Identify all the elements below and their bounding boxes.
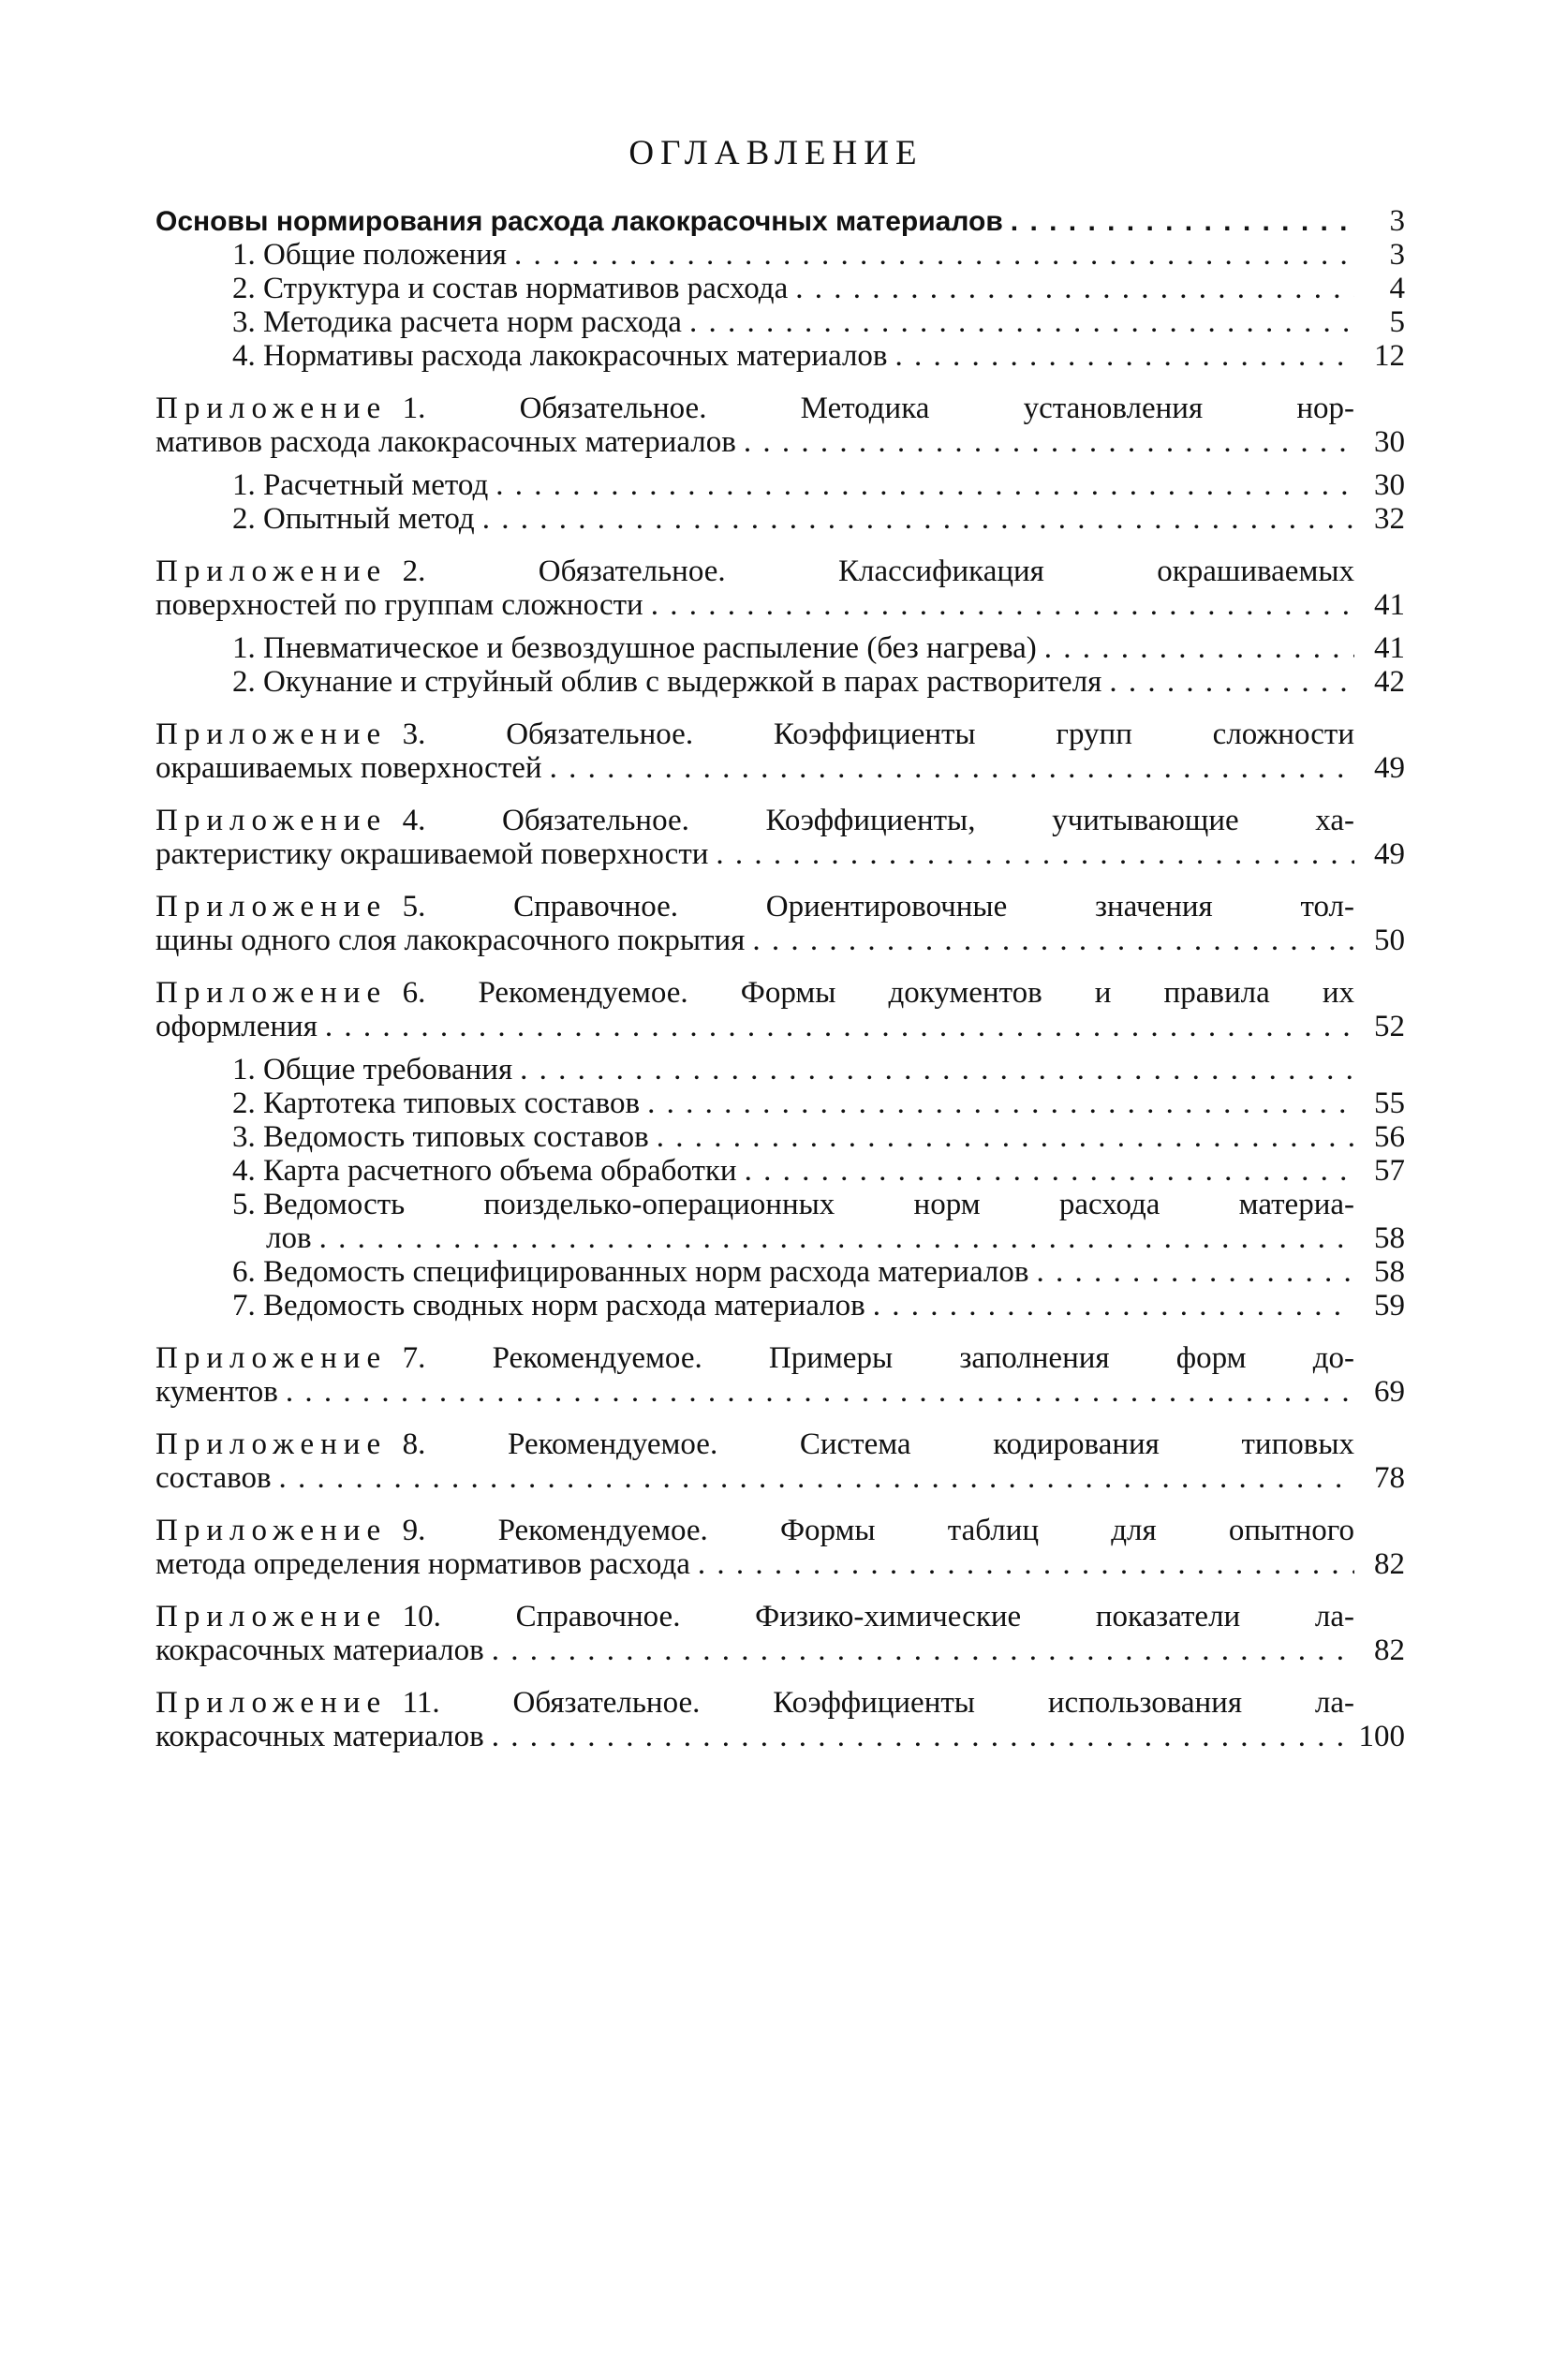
toc-appendix-subitems xyxy=(155,468,1405,536)
toc-appendix-entry xyxy=(155,1427,1405,1495)
toc-entry-text: рактеристику окрашиваемой поверхности xyxy=(155,837,709,871)
toc-entry-text: 9. Рекомендуемое. Формы таблиц для опытного xyxy=(402,1514,1354,1547)
toc-entry-text: Основы нормирования расхода лакокрасочных материалов xyxy=(155,206,1003,237)
toc-subitem-number: 7. xyxy=(232,1289,256,1323)
toc-page-number: 52 xyxy=(1374,1010,1405,1043)
toc-subitem-text: Ведомость сводных норм расхода материалов xyxy=(263,1289,865,1323)
toc-entry-line xyxy=(155,1341,1405,1375)
toc-entry-line xyxy=(155,1686,1405,1720)
toc-entry-line xyxy=(155,1427,1405,1461)
toc-subitem-text: Общие требования xyxy=(263,1053,513,1087)
leader-dots xyxy=(649,1120,1354,1154)
toc-subitem-text: Нормативы расхода лакокрасочных материалов xyxy=(263,339,888,373)
appendix-label: Приложение xyxy=(155,890,388,924)
toc-subitem xyxy=(155,502,1405,536)
leader-dots xyxy=(272,1461,1354,1495)
toc-page-number: 49 xyxy=(1374,837,1405,871)
toc-entry-text: составов xyxy=(155,1461,272,1495)
space xyxy=(387,976,403,1010)
toc-entry-text: мативов расхода лакокрасочных материалов xyxy=(155,425,736,459)
toc-entry-text: поверхностей по группам сложности xyxy=(155,588,643,622)
appendix-label: Приложение xyxy=(155,554,388,588)
toc-entry-line xyxy=(155,1514,1405,1547)
toc-subitem xyxy=(155,631,1405,665)
toc-main-subitems xyxy=(155,238,1405,373)
spacer xyxy=(155,785,1405,804)
toc-appendix-entry xyxy=(155,1686,1405,1753)
space xyxy=(256,1087,263,1120)
leader-dots xyxy=(640,1087,1354,1120)
toc-subitem xyxy=(155,1255,1405,1289)
toc-subitem xyxy=(155,1188,1405,1221)
toc-entry-line xyxy=(155,717,1405,751)
toc-appendix-entry xyxy=(155,554,1405,622)
toc-entry-line xyxy=(155,1633,1405,1667)
toc-subitem-text: Расчетный метод xyxy=(263,468,489,502)
leader-dots xyxy=(488,468,1354,502)
toc-subitem-number: 6. xyxy=(232,1255,256,1289)
toc-subitem-text: Картотека типовых составов xyxy=(263,1087,641,1120)
toc-appendix-entry xyxy=(155,804,1405,871)
toc-entry-text: окрашиваемых поверхностей xyxy=(155,751,542,785)
spacer xyxy=(155,1043,1405,1053)
leader-dots xyxy=(865,1289,1354,1323)
toc-entry-text: кокрасочных материалов xyxy=(155,1633,484,1667)
toc-appendix-subitems xyxy=(155,631,1405,699)
toc-subitem xyxy=(155,272,1405,305)
toc-entry-line xyxy=(155,1461,1405,1495)
appendix-label: Приложение xyxy=(155,976,388,1010)
toc-entry-text: 11. Обязательное. Коэффициенты использования ла- xyxy=(402,1686,1354,1720)
toc-entry-text: кументов xyxy=(155,1375,278,1409)
toc-subitem-number: 2. xyxy=(232,502,256,536)
leader-dots xyxy=(484,1720,1354,1753)
leader-dots xyxy=(1028,1255,1354,1289)
toc-entry-line xyxy=(155,588,1405,622)
leader-dots xyxy=(312,1221,1354,1255)
space xyxy=(387,1686,403,1720)
toc-page-number: 30 xyxy=(1374,425,1405,459)
toc-entry-text: метода определения нормативов расхода xyxy=(155,1547,690,1581)
toc-page-number: 69 xyxy=(1374,1375,1405,1409)
toc-page-number: 59 xyxy=(1374,1289,1405,1323)
toc-entry-line xyxy=(155,924,1405,957)
spacer xyxy=(155,1667,1405,1686)
toc-page-number: 3 xyxy=(1389,238,1405,272)
toc-entry-text: 3. Обязательное. Коэффициенты групп сложности xyxy=(402,717,1354,751)
toc-subitem-text: Общие положения xyxy=(263,238,507,272)
spacer xyxy=(155,871,1405,890)
space xyxy=(387,890,403,924)
toc-appendix-entry xyxy=(155,1341,1405,1409)
toc-subitem-text: лов xyxy=(266,1221,312,1255)
leader-dots xyxy=(737,1154,1354,1188)
space xyxy=(387,392,403,425)
toc-subitem-number: 1. xyxy=(232,468,256,502)
toc-entry-text: оформления xyxy=(155,1010,318,1043)
appendix-label: Приложение xyxy=(155,392,388,425)
appendix-label: Приложение xyxy=(155,804,388,837)
toc-subitem xyxy=(155,238,1405,272)
spacer xyxy=(155,699,1405,717)
toc-page-number: 50 xyxy=(1374,924,1405,957)
leader-dots xyxy=(318,1010,1354,1043)
space xyxy=(387,717,403,751)
toc-entry-text: щины одного слоя лакокрасочного покрытия xyxy=(155,924,746,957)
leader-dots xyxy=(512,1053,1354,1087)
leader-dots xyxy=(888,339,1355,373)
toc-appendices xyxy=(155,373,1405,1753)
toc-entry-line xyxy=(155,1720,1405,1753)
toc-subitem-number: 2. xyxy=(232,272,256,305)
toc-page-number: 57 xyxy=(1374,1154,1405,1188)
toc-subitem xyxy=(155,1120,1405,1154)
toc-subitem-text: Ведомость специфицированных норм расхода материалов xyxy=(263,1255,1029,1289)
spacer xyxy=(155,1323,1405,1341)
leader-dots xyxy=(475,502,1354,536)
toc-page-number: 5 xyxy=(1389,305,1405,339)
toc-entry-line xyxy=(155,890,1405,924)
space xyxy=(387,554,403,588)
toc-appendix-entry xyxy=(155,1514,1405,1581)
toc-page-number: 32 xyxy=(1374,502,1405,536)
leader-dots xyxy=(745,924,1354,957)
toc-appendix-subitems xyxy=(155,1053,1405,1323)
toc-subitem-text: Ведомость поизделько-операционных норм расхода материа- xyxy=(263,1188,1354,1221)
toc-page-number: 30 xyxy=(1374,468,1405,502)
toc-page-number: 56 xyxy=(1374,1120,1405,1154)
toc-subitem-continuation xyxy=(155,1221,1405,1255)
toc-entry-line xyxy=(155,1375,1405,1409)
toc-page-number: 55 xyxy=(1374,1087,1405,1120)
toc-entry-line xyxy=(155,837,1405,871)
toc-entry-line xyxy=(155,392,1405,425)
toc-subitem-number: 1. xyxy=(232,238,256,272)
toc-subitem xyxy=(155,665,1405,699)
leader-dots xyxy=(507,238,1354,272)
toc-entry-text: кокрасочных материалов xyxy=(155,1720,484,1753)
toc-page-number: 41 xyxy=(1374,631,1405,665)
toc-subitem-text: Ведомость типовых составов xyxy=(263,1120,649,1154)
space xyxy=(256,1053,263,1087)
space xyxy=(387,1600,403,1633)
page-title: ОГЛАВЛЕНИЕ xyxy=(628,134,924,172)
toc-page-number: 49 xyxy=(1374,751,1405,785)
toc-page-number: 82 xyxy=(1374,1633,1405,1667)
toc-entry-line xyxy=(155,425,1405,459)
toc-appendix-entry xyxy=(155,717,1405,785)
space xyxy=(256,1120,263,1154)
toc-subitem-number: 3. xyxy=(232,1120,256,1154)
spacer xyxy=(155,459,1405,468)
appendix-label: Приложение xyxy=(155,1427,388,1461)
toc-subitem-text: Окунание и струйный облив с выдержкой в парах растворителя xyxy=(263,665,1102,699)
toc-subitem-text: Структура и состав нормативов расхода xyxy=(263,272,789,305)
leader-dots xyxy=(542,751,1354,785)
toc-page-number: 3 xyxy=(1389,204,1405,238)
spacer xyxy=(155,1409,1405,1427)
space xyxy=(387,804,403,837)
leader-dots xyxy=(708,837,1354,871)
toc-subitem-number: 4. xyxy=(232,339,256,373)
space xyxy=(256,631,263,665)
leader-dots xyxy=(484,1633,1354,1667)
toc-entry-text: 2. Обязательное. Классификация окрашиваемых xyxy=(402,554,1354,588)
spacer xyxy=(155,1495,1405,1514)
toc-entry-line xyxy=(155,554,1405,588)
toc-appendix-entry xyxy=(155,1600,1405,1667)
toc-subitem-number: 5. xyxy=(232,1188,256,1221)
leader-dots xyxy=(690,1547,1354,1581)
toc-subitem-text: Методика расчета норм расхода xyxy=(263,305,682,339)
toc-appendix-entry xyxy=(155,976,1405,1043)
toc-subitem-text: Карта расчетного объема обработки xyxy=(263,1154,737,1188)
table-of-contents xyxy=(155,204,1405,1753)
spacer xyxy=(155,957,1405,976)
toc-entry-text: 7. Рекомендуемое. Примеры заполнения форм до- xyxy=(402,1341,1354,1375)
toc-entry-text: 5. Справочное. Ориентировочные значения тол- xyxy=(402,890,1354,924)
spacer xyxy=(155,536,1405,554)
appendix-label: Приложение xyxy=(155,1341,388,1375)
space xyxy=(256,1188,263,1221)
space xyxy=(256,665,263,699)
toc-page-number: 4 xyxy=(1389,272,1405,305)
space xyxy=(256,468,263,502)
toc-appendix-entry xyxy=(155,890,1405,957)
toc-entry-text: 4. Обязательное. Коэффициенты, учитывающие ха- xyxy=(402,804,1354,837)
toc-appendix-entry xyxy=(155,392,1405,459)
toc-page-number: 41 xyxy=(1374,588,1405,622)
leader-dots xyxy=(682,305,1354,339)
toc-entry-line xyxy=(155,976,1405,1010)
toc-entry-line xyxy=(155,751,1405,785)
toc-entry-line xyxy=(155,804,1405,837)
space xyxy=(256,502,263,536)
toc-subitem xyxy=(155,468,1405,502)
toc-subitem xyxy=(155,339,1405,373)
appendix-label: Приложение xyxy=(155,1600,388,1633)
toc-entry-text: 6. Рекомендуемое. Формы документов и правила их xyxy=(402,976,1354,1010)
toc-entry-text: 10. Справочное. Физико-химические показатели ла- xyxy=(402,1600,1354,1633)
leader-dots xyxy=(1037,631,1354,665)
toc-subitem-number: 1. xyxy=(232,1053,256,1087)
space xyxy=(256,1154,263,1188)
leader-dots xyxy=(1101,665,1354,699)
space xyxy=(256,1255,263,1289)
toc-page-number: 78 xyxy=(1374,1461,1405,1495)
toc-subitem-number: 3. xyxy=(232,305,256,339)
toc-entry-text: 1. Обязательное. Методика установления нор- xyxy=(402,392,1354,425)
toc-entry-line xyxy=(155,1010,1405,1043)
toc-main-entry xyxy=(155,204,1405,238)
toc-subitem xyxy=(155,1087,1405,1120)
spacer xyxy=(155,1581,1405,1600)
toc-entry-line xyxy=(155,1547,1405,1581)
toc-subitem xyxy=(155,305,1405,339)
space xyxy=(387,1341,403,1375)
toc-subitem xyxy=(155,1053,1405,1087)
toc-subitem-number: 2. xyxy=(232,665,256,699)
toc-page-number: 100 xyxy=(1358,1720,1405,1753)
toc-subitem xyxy=(155,1289,1405,1323)
leader-dots xyxy=(643,588,1354,622)
appendix-label: Приложение xyxy=(155,1686,388,1720)
toc-subitem-text: Пневматическое и безвоздушное распыление (без нагрева) xyxy=(263,631,1037,665)
leader-dots xyxy=(278,1375,1354,1409)
space xyxy=(387,1427,403,1461)
appendix-label: Приложение xyxy=(155,717,388,751)
toc-subitem-text: Опытный метод xyxy=(263,502,475,536)
spacer xyxy=(155,373,1405,392)
appendix-label: Приложение xyxy=(155,1514,388,1547)
leader-dots xyxy=(736,425,1354,459)
toc-entry-line xyxy=(155,204,1405,238)
space xyxy=(387,1514,403,1547)
toc-page-number: 42 xyxy=(1374,665,1405,699)
leader-dots xyxy=(1003,205,1354,238)
leader-dots xyxy=(788,272,1354,305)
space xyxy=(256,1289,263,1323)
toc-subitem-number: 1. xyxy=(232,631,256,665)
toc-page-number: 58 xyxy=(1374,1221,1405,1255)
toc-subitem-number: 2. xyxy=(232,1087,256,1120)
toc-page-number: 12 xyxy=(1374,339,1405,373)
toc-subitem-number: 4. xyxy=(232,1154,256,1188)
toc-page-number: 82 xyxy=(1374,1547,1405,1581)
toc-page-number: 58 xyxy=(1374,1255,1405,1289)
toc-entry-text: 8. Рекомендуемое. Система кодирования типовых xyxy=(402,1427,1354,1461)
toc-entry-line xyxy=(155,1600,1405,1633)
toc-subitem xyxy=(155,1154,1405,1188)
spacer xyxy=(155,622,1405,631)
